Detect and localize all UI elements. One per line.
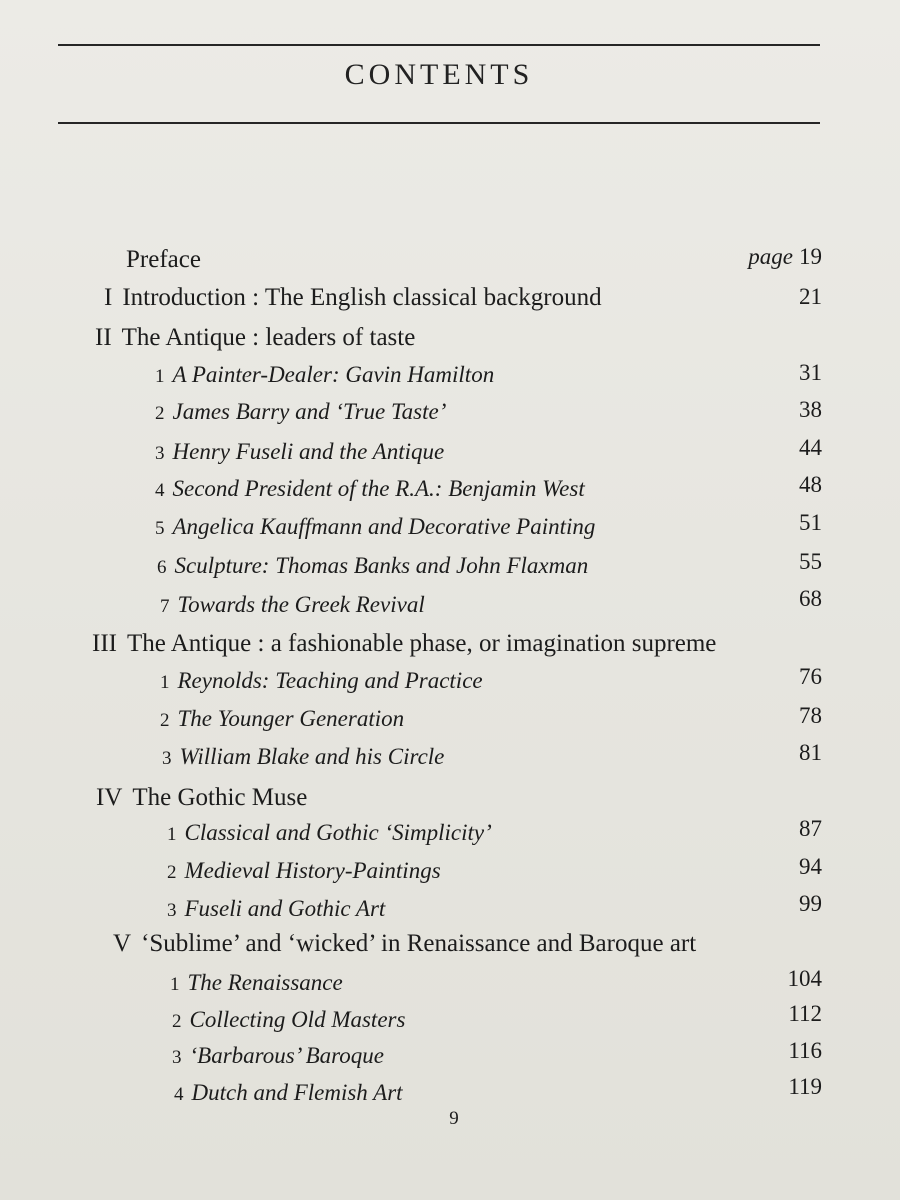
section-title: Angelica Kauffmann and Decorative Painting — [172, 514, 596, 539]
section-number: 4 — [155, 480, 165, 501]
section-number: 3 — [167, 900, 177, 921]
section-number: 7 — [160, 596, 170, 617]
section-number: 6 — [157, 557, 167, 578]
preface-label: Preface — [126, 246, 201, 273]
section-number: 1 — [167, 824, 177, 845]
section-number: 3 — [172, 1047, 182, 1068]
page-word: page — [748, 244, 793, 269]
section-number: 5 — [155, 518, 165, 539]
chapter-title: ‘Sublime’ and ‘wicked’ in Renaissance and Baroque art — [141, 930, 697, 957]
section-page-number: 81 — [799, 740, 822, 765]
section-number: 2 — [160, 710, 170, 731]
section-title: Classical and Gothic ‘Simplicity’ — [184, 820, 492, 845]
section-page-number: 116 — [788, 1038, 822, 1063]
section-number: 3 — [162, 748, 172, 769]
section-title: Collecting Old Masters — [189, 1007, 406, 1032]
chapter-entry — [95, 324, 415, 352]
section-page-number: 38 — [799, 397, 822, 422]
chapter-title: Introduction : The English classical background — [122, 284, 602, 311]
section-number: 1 — [170, 974, 180, 995]
preface-entry — [126, 246, 201, 274]
section-page-number: 48 — [799, 472, 822, 497]
section-title: A Painter-Dealer: Gavin Hamilton — [172, 362, 495, 387]
section-entry — [172, 1043, 384, 1069]
section-page-number: 55 — [799, 549, 822, 574]
section-entry — [167, 858, 441, 884]
section-entry — [160, 668, 483, 694]
chapter-page-number: 21 — [799, 284, 822, 309]
section-entry — [167, 896, 385, 922]
section-number: 1 — [155, 366, 165, 387]
chapter-numeral: IV — [96, 784, 123, 811]
section-page-number: 104 — [787, 966, 822, 991]
chapter-title: The Antique : a fashionable phase, or imagination supreme — [126, 630, 717, 657]
section-entry — [174, 1080, 403, 1106]
section-entry — [162, 744, 444, 770]
section-page-number: 87 — [799, 816, 822, 841]
section-title: ‘Barbarous’ Baroque — [189, 1043, 384, 1068]
section-page-number: 44 — [799, 435, 822, 460]
section-page-number: 78 — [799, 703, 822, 728]
section-title: Sculpture: Thomas Banks and John Flaxman — [174, 553, 589, 578]
section-title: James Barry and ‘True Taste’ — [172, 399, 447, 424]
section-page-number: 112 — [788, 1001, 822, 1026]
chapter-entry — [92, 630, 716, 658]
chapter-entry — [104, 284, 602, 312]
section-entry — [160, 706, 404, 732]
section-number: 2 — [172, 1011, 182, 1032]
section-page-number: 76 — [799, 664, 822, 689]
chapter-numeral: V — [113, 930, 132, 957]
section-entry — [155, 399, 446, 425]
chapter-title: The Antique : leaders of taste — [121, 324, 416, 351]
chapter-entry — [96, 784, 307, 812]
contents-heading: CONTENTS — [344, 58, 534, 91]
section-title: Fuseli and Gothic Art — [184, 896, 386, 921]
chapter-entry — [113, 930, 696, 958]
section-page-number: 51 — [799, 510, 822, 535]
chapter-numeral: I — [104, 284, 113, 311]
section-entry — [160, 592, 425, 618]
section-page-number: 31 — [799, 360, 822, 385]
section-page-number: 119 — [788, 1074, 822, 1099]
section-entry — [155, 439, 444, 465]
chapter-numeral: II — [95, 324, 112, 351]
section-page-number: 94 — [799, 854, 822, 879]
section-entry — [155, 476, 585, 502]
section-number: 4 — [174, 1084, 184, 1105]
section-title: Second President of the R.A.: Benjamin West — [172, 476, 585, 501]
chapter-title: The Gothic Muse — [132, 784, 308, 811]
section-number: 2 — [167, 862, 177, 883]
section-page-number: 68 — [799, 586, 822, 611]
section-entry — [170, 970, 343, 996]
top-rule — [58, 44, 820, 46]
section-title: Henry Fuseli and the Antique — [172, 439, 445, 464]
section-title: Towards the Greek Revival — [177, 592, 425, 617]
section-page-number: 99 — [799, 891, 822, 916]
section-title: The Younger Generation — [177, 706, 405, 731]
folio-page-number: 9 — [449, 1108, 459, 1129]
section-entry — [155, 514, 595, 540]
section-title: Medieval History-Paintings — [184, 858, 441, 883]
section-title: William Blake and his Circle — [179, 744, 445, 769]
section-number: 3 — [155, 443, 165, 464]
section-entry — [155, 362, 494, 388]
section-title: Reynolds: Teaching and Practice — [177, 668, 483, 693]
preface-page — [748, 244, 822, 270]
chapter-numeral: III — [92, 630, 117, 657]
section-entry — [172, 1007, 405, 1033]
heading-underline-rule — [58, 122, 820, 124]
section-title: Dutch and Flemish Art — [191, 1080, 403, 1105]
section-number: 1 — [160, 672, 170, 693]
section-number: 2 — [155, 403, 165, 424]
preface-page-number: 19 — [799, 244, 822, 269]
section-title: The Renaissance — [187, 970, 343, 995]
section-entry — [157, 553, 588, 579]
section-entry — [167, 820, 492, 846]
